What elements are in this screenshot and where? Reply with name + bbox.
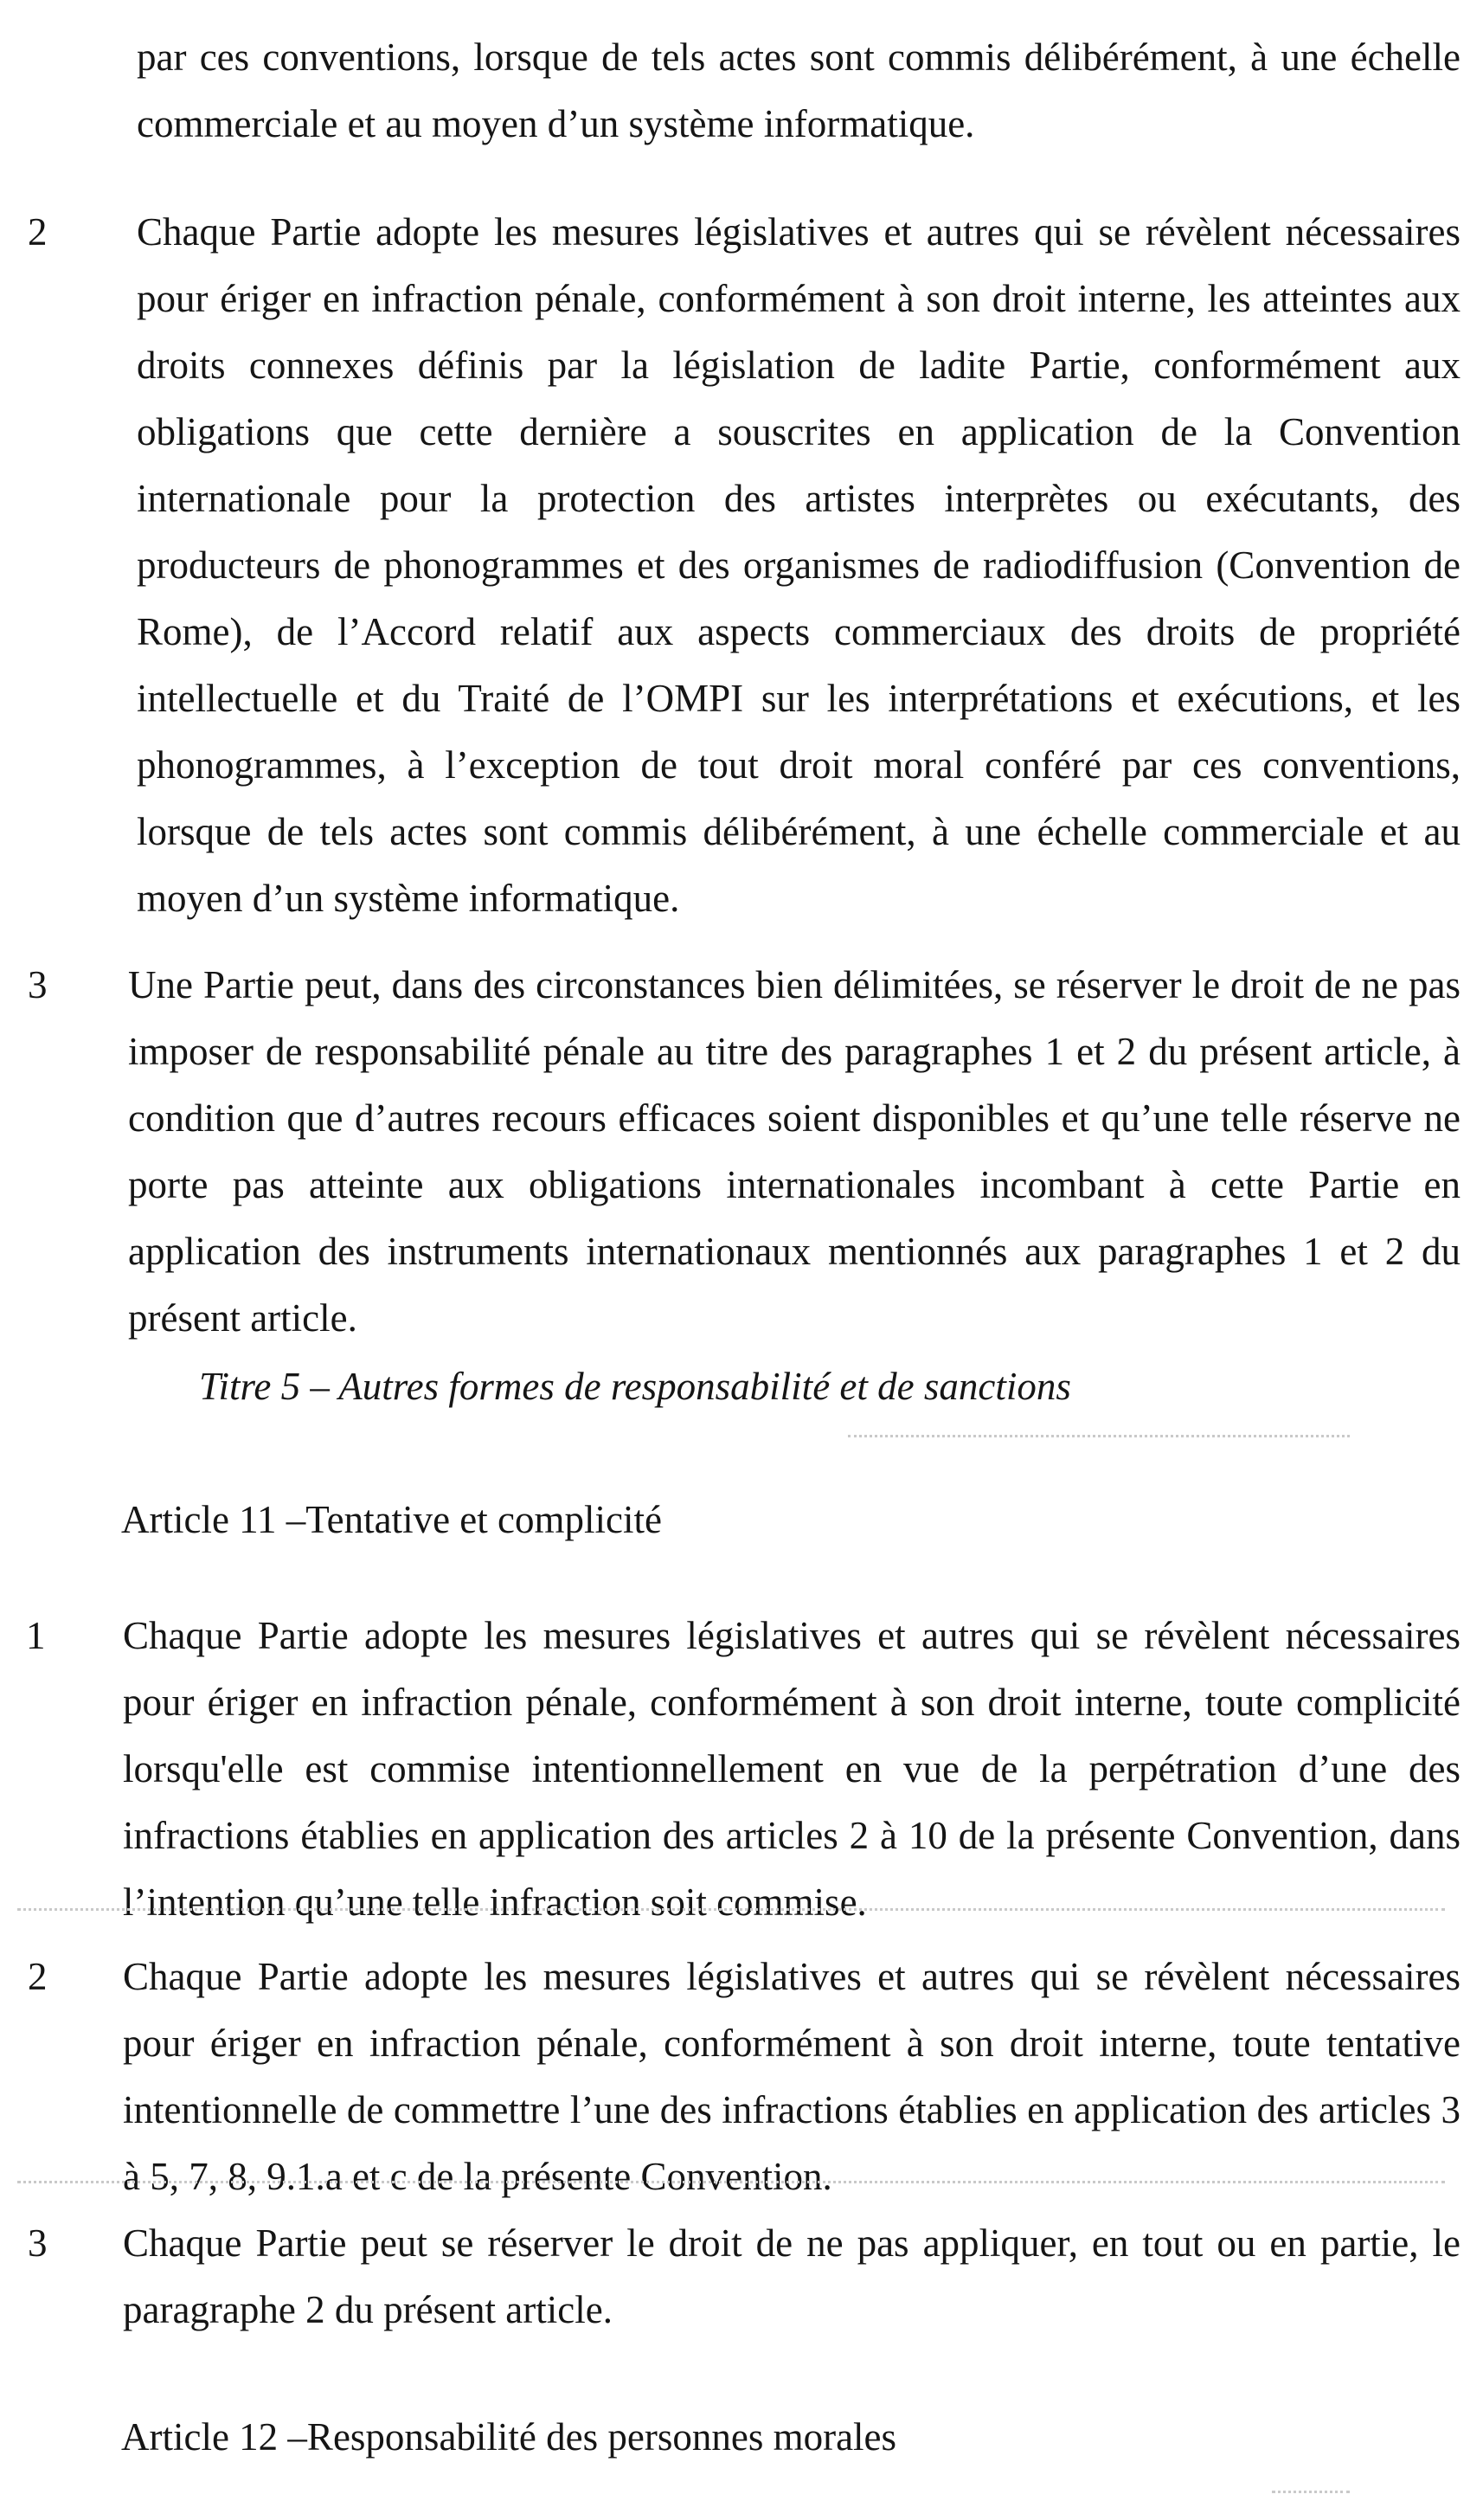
article-11-heading: Article 11 –Tentative et complicité bbox=[121, 1498, 662, 1541]
scan-noise bbox=[17, 1908, 1445, 1913]
article11-paragraph-1: Chaque Partie adopte les mesures législatives et autres qui se révèlent nécessaires pour ériger en infraction pénale, conformément à son droit interne, toute complicité lorsqu'elle est commise intentionnellement en vue de la perpétration d’une des infractions établies en application des articles 2 à 10 de la présente Convention, dans l’intention qu’une telle infraction soit commise. bbox=[123, 1614, 1461, 1924]
article10-paragraph-3: Une Partie peut, dans des circonstances bien délimitées, se réserver le droit de ne pas imposer de responsabilité pénale au titre des paragraphes 1 et 2 du présent article, à condition que d’autres recours efficaces soient disponibles et qu’une telle réserve ne porte pas atteinte aux obligations internationales incombant à cette Partie en application des instruments internationaux mentionnés aux paragraphes 1 et 2 du présent article. bbox=[128, 963, 1461, 1340]
paragraph-number: 2 bbox=[28, 210, 48, 254]
paragraph-number: 3 bbox=[28, 963, 48, 1006]
section-title: Titre 5 – Autres formes de responsabilité et de sanctions bbox=[199, 1365, 1071, 1408]
scan-noise bbox=[17, 2181, 1445, 2186]
scan-noise bbox=[848, 1435, 1350, 1440]
article10-paragraph-2: Chaque Partie adopte les mesures législatives et autres qui se révèlent nécessaires pour ériger en infraction pénale, conformément à son droit interne, les atteintes aux droits connexes définis par la législation de ladite Partie, conformément aux obligations que cette dernière a souscrites en application de la Convention internationale pour la protection des artistes interprètes ou exécutants, des producteurs de phonogrammes et des organismes de radiodiffusion (Convention de Rome), de l’Accord relatif aux aspects commerciaux des droits de propriété intellectuelle et du Traité de l’OMPI sur les interprétations et exécutions, et les phonogrammes, à l’exception de tout droit moral conféré par ces conventions, lorsque de tels actes sont commis délibérément, à une échelle commerciale et au moyen d’un système informatique. bbox=[137, 210, 1461, 920]
paragraph-number: 3 bbox=[28, 2221, 48, 2265]
article-12-heading: Article 12 –Responsabilité des personnes morales bbox=[121, 2415, 897, 2459]
scan-noise bbox=[1272, 2491, 1350, 2496]
article11-paragraph-3: Chaque Partie peut se réserver le droit de ne pas appliquer, en tout ou en partie, le paragraphe 2 du présent article. bbox=[123, 2221, 1461, 2331]
paragraph-number: 2 bbox=[28, 1955, 48, 1998]
paragraph-number: 1 bbox=[26, 1614, 46, 1657]
intro-paragraph: par ces conventions, lorsque de tels actes sont commis délibérément, à une échelle commerciale et au moyen d’un système informatique. bbox=[137, 35, 1461, 145]
article11-paragraph-2: Chaque Partie adopte les mesures législatives et autres qui se révèlent nécessaires pour ériger en infraction pénale, conformément à son droit interne, toute tentative intentionnelle de commettre l’une des infractions établies en application des articles 3 à 5, 7, 8, 9.1.a et c de la présente Convention. bbox=[123, 1955, 1461, 2198]
